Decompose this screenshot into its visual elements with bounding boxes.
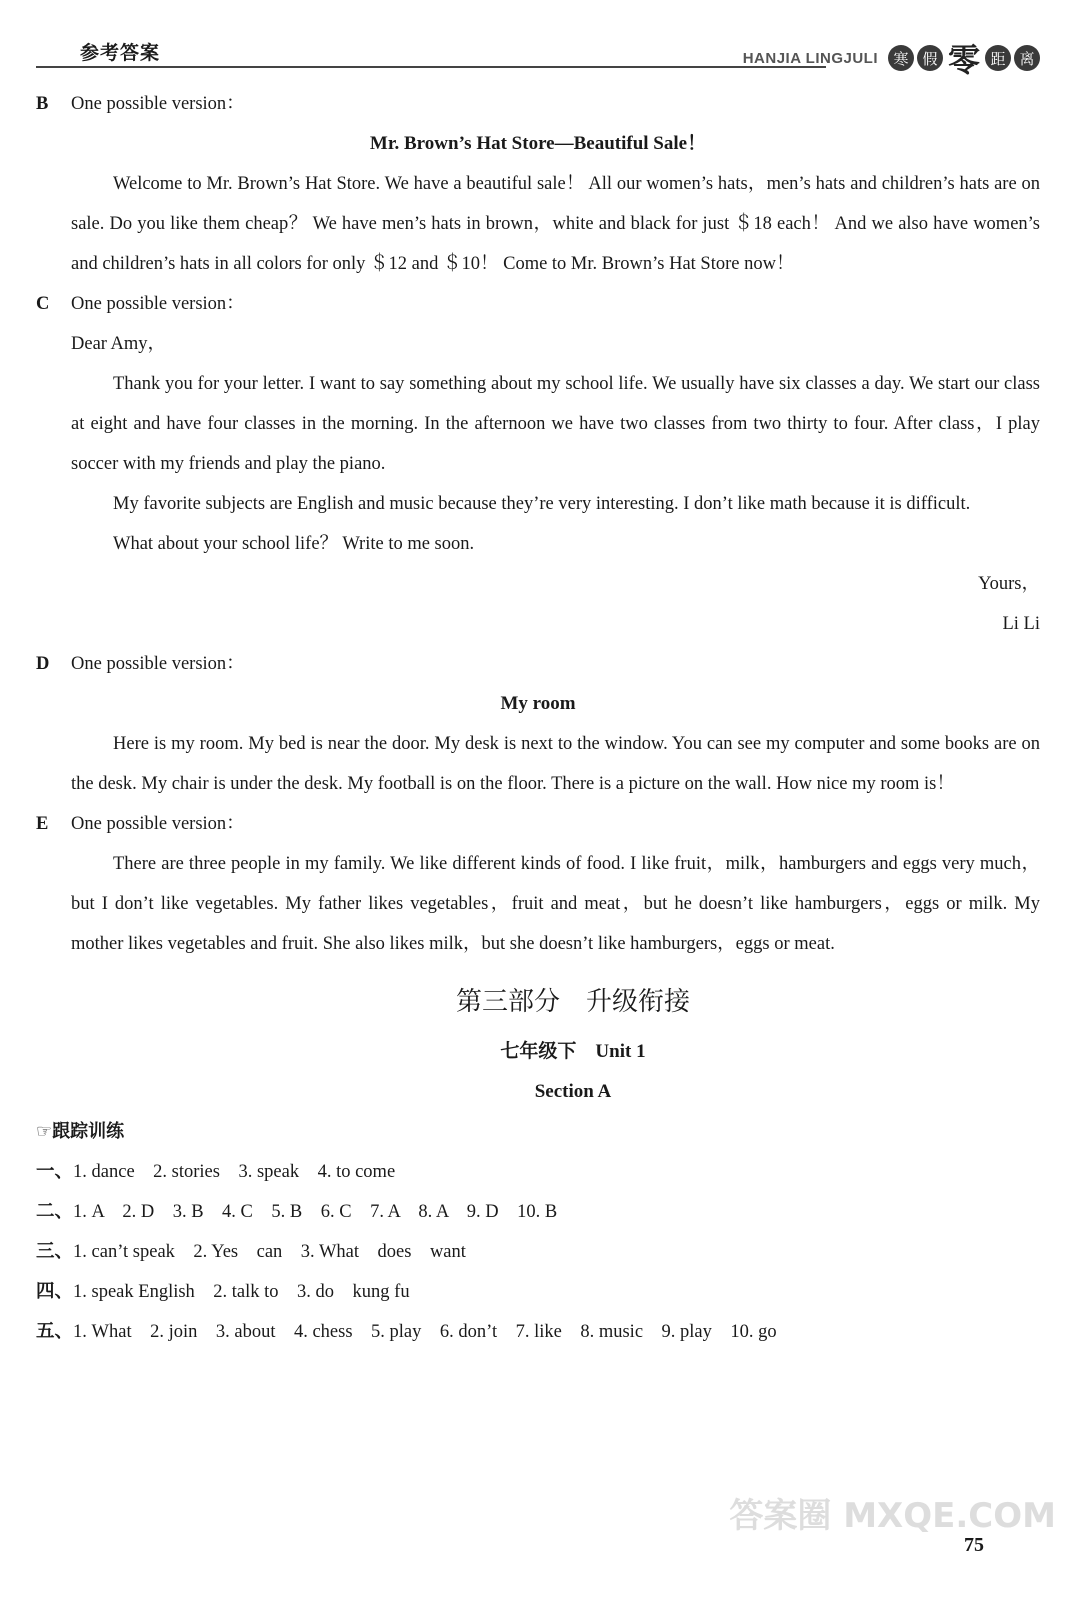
section-d-body bbox=[36, 724, 1040, 804]
section-e-label: E bbox=[36, 814, 49, 834]
answer-number: 五、 bbox=[36, 1321, 74, 1342]
letter-greeting: Dear Amy， bbox=[71, 334, 167, 354]
answer-number: 一、 bbox=[36, 1161, 74, 1182]
section-b-title: Mr. Brown’s Hat Store—Beautiful Sale！ bbox=[369, 133, 707, 154]
header-pinyin: HANJIA LINGJULI bbox=[742, 49, 878, 67]
answer-number: 三、 bbox=[36, 1241, 74, 1262]
answer-text: 1. dance 2. stories 3. speak 4. to come bbox=[73, 1162, 396, 1182]
section-c-label: C bbox=[36, 294, 50, 314]
section-d-paragraph: Here is my room. My bed is near the door. My desk is next to the window. You can see my computer and some books are on the desk. My chair is under the desk. My football is on the floor. There is a picture on the wall. How nice my room is！ bbox=[71, 734, 1040, 794]
brand-char-1: 寒 bbox=[888, 45, 914, 71]
answer-row bbox=[36, 1272, 1040, 1312]
page-content bbox=[36, 84, 1040, 1352]
section-b-paragraph: Welcome to Mr. Brown’s Hat Store. We have a beautiful sale！ All our women’s hats，men’s hats and children’s hats are on sale. Do you like them cheap？ We have men’s hats in brown，white and black for just ＄18 each！ And we also have women’s and children’s hats in all colors for only ＄12 and ＄10！ Come to Mr. Brown’s Hat Store now！ bbox=[71, 174, 1040, 274]
letter-closing: Yours， bbox=[978, 574, 1040, 594]
part-three-title: 第三部分 升级衔接 bbox=[455, 987, 690, 1017]
page-number: 75 bbox=[964, 1534, 984, 1556]
header-divider bbox=[36, 66, 826, 68]
answer-text: 1. A 2. D 3. B 4. C 5. B 6. C 7. A 8. A 9. D 10. B bbox=[73, 1202, 558, 1222]
section-e-intro: One possible version： bbox=[71, 814, 245, 834]
brand-char-4: 距 bbox=[985, 45, 1011, 71]
section-b-label: B bbox=[36, 94, 49, 114]
answer-row bbox=[36, 1192, 1040, 1232]
watermark-logo: 答案圈 MXQE.COM bbox=[729, 1496, 1056, 1536]
letter-paragraph-3: What about your school life？ Write to me soon. bbox=[113, 534, 475, 554]
answer-row bbox=[36, 1232, 1040, 1272]
section-c-heading bbox=[36, 284, 1040, 324]
tracking-practice-label: ☞跟踪训练 bbox=[36, 1121, 125, 1142]
answer-number: 二、 bbox=[36, 1201, 74, 1222]
header-brand bbox=[742, 40, 1040, 79]
answer-row bbox=[36, 1152, 1040, 1192]
section-b-intro: One possible version： bbox=[71, 94, 245, 114]
page-header bbox=[36, 36, 1040, 79]
section-b-body bbox=[36, 164, 1040, 284]
answer-number: 四、 bbox=[36, 1281, 74, 1302]
section-e-body bbox=[36, 844, 1040, 964]
letter-paragraph-1: Thank you for your letter. I want to say something about my school life. We usually have six classes a day. We start our class at eight and have four classes in the morning. In the afternoon we have two classes from two thirty to four. After class，I play soccer with my friends and play the piano. bbox=[71, 374, 1040, 474]
answer-text: 1. What 2. join 3. about 4. chess 5. play 6. don’t 7. like 8. music 9. play 10. go bbox=[73, 1322, 777, 1342]
section-title: Section A bbox=[534, 1081, 612, 1102]
letter-paragraph-2: My favorite subjects are English and music because they’re very interesting. I don’t like math because it is difficult. bbox=[113, 494, 971, 514]
section-d-intro: One possible version： bbox=[71, 654, 245, 674]
answer-row bbox=[36, 1312, 1040, 1352]
section-c-intro: One possible version： bbox=[71, 294, 245, 314]
section-b-heading bbox=[36, 84, 1040, 124]
section-e-heading bbox=[36, 804, 1040, 844]
answer-text: 1. speak English 2. talk to 3. do kung fu bbox=[73, 1282, 410, 1302]
section-c-body bbox=[36, 324, 1040, 644]
brand-char-5: 离 bbox=[1014, 45, 1040, 71]
header-title: 参考答案 bbox=[80, 42, 161, 64]
section-d-label: D bbox=[36, 654, 50, 674]
brand-char-2: 假 bbox=[917, 45, 943, 71]
answer-text: 1. can’t speak 2. Yes can 3. What does want bbox=[73, 1242, 466, 1262]
section-e-paragraph: There are three people in my family. We like different kinds of food. I like fruit，milk，hamburgers and eggs very much，but I don’t like vegetables. My father likes vegetables，fruit and meat，but he doesn’t like hamburgers，eggs or milk. My mother likes vegetables and fruit. She also likes milk，but she doesn’t like hamburgers，eggs or meat. bbox=[71, 854, 1040, 954]
letter-signature: Li Li bbox=[1002, 614, 1040, 634]
section-d-heading bbox=[36, 644, 1040, 684]
section-d-title: My room bbox=[500, 693, 576, 714]
unit-title: 七年级下 Unit 1 bbox=[500, 1041, 646, 1062]
brand-char-3: 零 bbox=[947, 41, 980, 79]
brand-logo bbox=[888, 40, 1040, 79]
answer-list bbox=[36, 1152, 1040, 1352]
